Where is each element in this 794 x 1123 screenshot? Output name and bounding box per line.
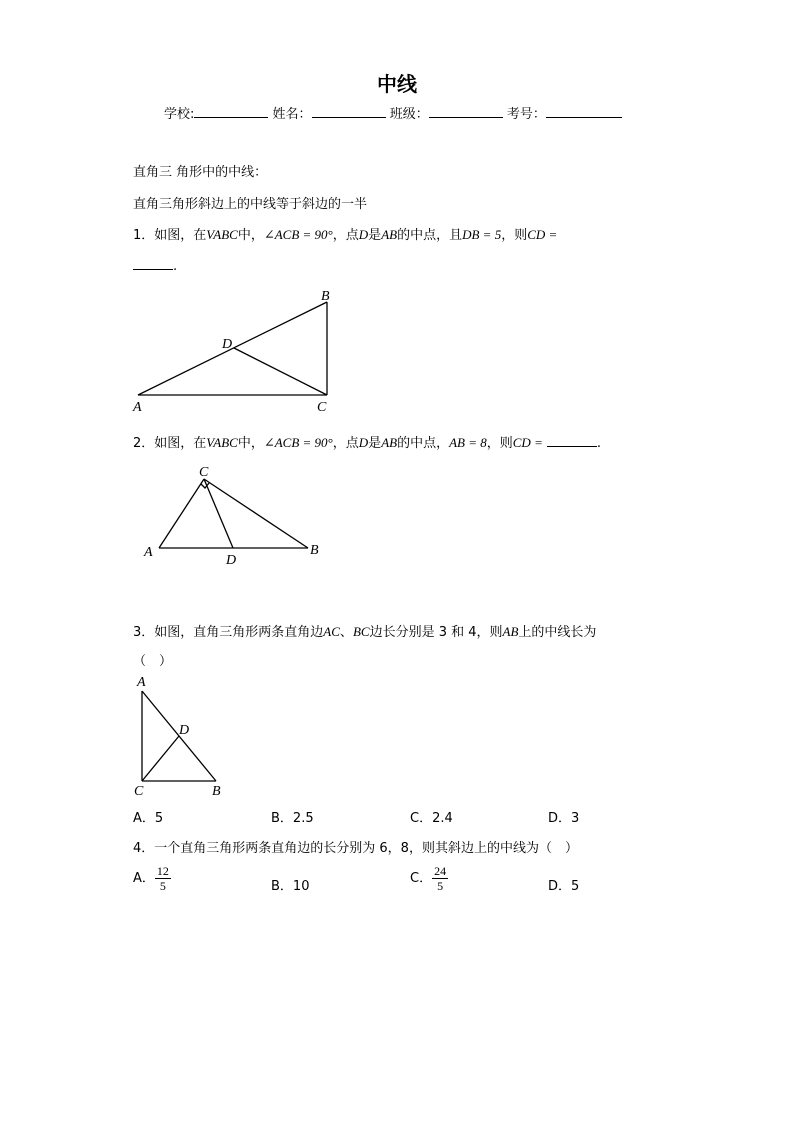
class-blank[interactable] [429,105,503,118]
fig3-median-cd [142,736,179,781]
number-label: 考号： [506,107,546,122]
q2-ab-value: AB = 8 [449,435,487,450]
school-blank[interactable] [194,105,268,118]
q2-text-c: ，点 [332,436,359,451]
q4-option-c-denominator: 5 [437,879,444,893]
q2-text-d: 是 [368,436,382,451]
fig1-label-a: A [133,400,142,415]
q1-angle: ∠ACB = 90° [263,227,333,242]
q3-text-c: 上的中线长为 [518,625,597,640]
q1-text-f: ，则 [501,228,528,243]
class-label: 班级： [389,107,429,122]
fig2-label-c: C [199,465,209,480]
q3-segment-ab: AB [502,624,519,639]
intro-heading: 直角三 角形中的中线： [133,165,268,180]
fig2-side-ac [159,479,204,548]
q1-triangle: VABC [206,227,238,242]
q2-triangle: VABC [206,435,238,450]
question-1 [133,224,557,243]
fig3-label-a: A [137,675,146,690]
intro-theorem: 直角三角形斜边上的中线等于斜边的一半 [133,197,368,212]
q3-number: 3． [133,625,155,640]
q2-text-b: 中， [237,436,264,451]
figure-1 [125,284,345,418]
q2-end: . [596,436,601,451]
q2-number: 2． [133,436,155,451]
q1-end: . [173,259,178,274]
question-3 [133,621,596,640]
q2-text-e: 的中点， [397,436,450,451]
fig2-label-b: B [310,543,319,558]
q4-option-a[interactable] [133,864,171,893]
q1-text-e: 的中点，且 [397,228,463,243]
q1-cd: CD = [527,227,558,242]
q4-option-a-denominator: 5 [159,879,166,893]
q4-option-c[interactable] [410,864,448,893]
q3-option-d[interactable]: D．3 [548,811,580,826]
q4-option-c-label: C． [410,871,433,886]
q3-segment-bc: BC [352,624,370,639]
q1-answer-blank[interactable] [133,257,173,270]
q3-option-b[interactable]: B．2.5 [271,811,314,826]
q1-point-d: D [358,227,369,242]
q1-answer-line [133,257,177,274]
q3-option-c[interactable]: C．2.4 [410,811,453,826]
fig2-side-cb [204,479,308,548]
fig2-label-d: D [226,553,237,568]
q3-answer-paren: （ ） [133,654,173,669]
q2-point-d: D [358,435,369,450]
q4-option-a-numerator: 12 [156,864,169,878]
q3-segment-ac: AC [323,624,340,639]
q2-angle: ∠ACB = 90° [263,435,333,450]
fig3-label-c: C [134,784,144,799]
q1-segment-ab: AB [381,227,398,242]
fig1-label-d: D [222,337,233,352]
page-title: 中线 [377,72,417,96]
number-blank[interactable] [546,105,622,118]
figure-2 [138,460,338,570]
figure-3 [128,670,238,800]
question-2 [133,432,601,451]
fig3-label-d: D [179,723,190,738]
q3-option-a[interactable]: A．5 [133,811,164,826]
q4-option-d[interactable]: D．5 [548,879,580,894]
fig1-median-cd [234,348,327,395]
q3-text-a: 如图，直角三角形两条直角边 [154,625,324,640]
q2-text-f: ，则 [486,436,513,451]
student-info-line [164,103,622,122]
fig1-label-b: B [321,289,330,304]
fig1-label-c: C [317,400,327,415]
q2-cd: CD = [512,435,543,450]
q3-text-b: 边长分别是 3 和 4，则 [369,625,503,640]
name-label: 姓名： [272,107,312,122]
q4-option-b[interactable]: B．10 [271,879,310,894]
fig2-label-a: A [144,545,153,560]
q2-segment-ab: AB [381,435,398,450]
fig3-label-b: B [212,784,221,799]
q1-db-value: DB = 5 [462,227,502,242]
q1-text-a: 如图，在 [154,228,207,243]
q4-option-a-fraction [155,864,171,893]
q4-option-c-numerator: 24 [434,864,447,878]
q3-separator: 、 [339,625,353,640]
question-4: 4．一个直角三角形两条直角边的长分别为 6，8，则其斜边上的中线为（ ） [133,841,578,856]
q2-text-a: 如图，在 [154,436,207,451]
q1-number: 1． [133,228,155,243]
name-blank[interactable] [312,105,386,118]
q1-text-b: 中， [237,228,264,243]
q4-option-a-label: A． [133,871,155,886]
q1-text-c: ，点 [332,228,359,243]
school-label: 学校: [164,107,195,122]
q4-option-c-fraction [432,864,448,893]
q1-text-d: 是 [368,228,382,243]
q2-answer-blank[interactable] [547,434,597,447]
